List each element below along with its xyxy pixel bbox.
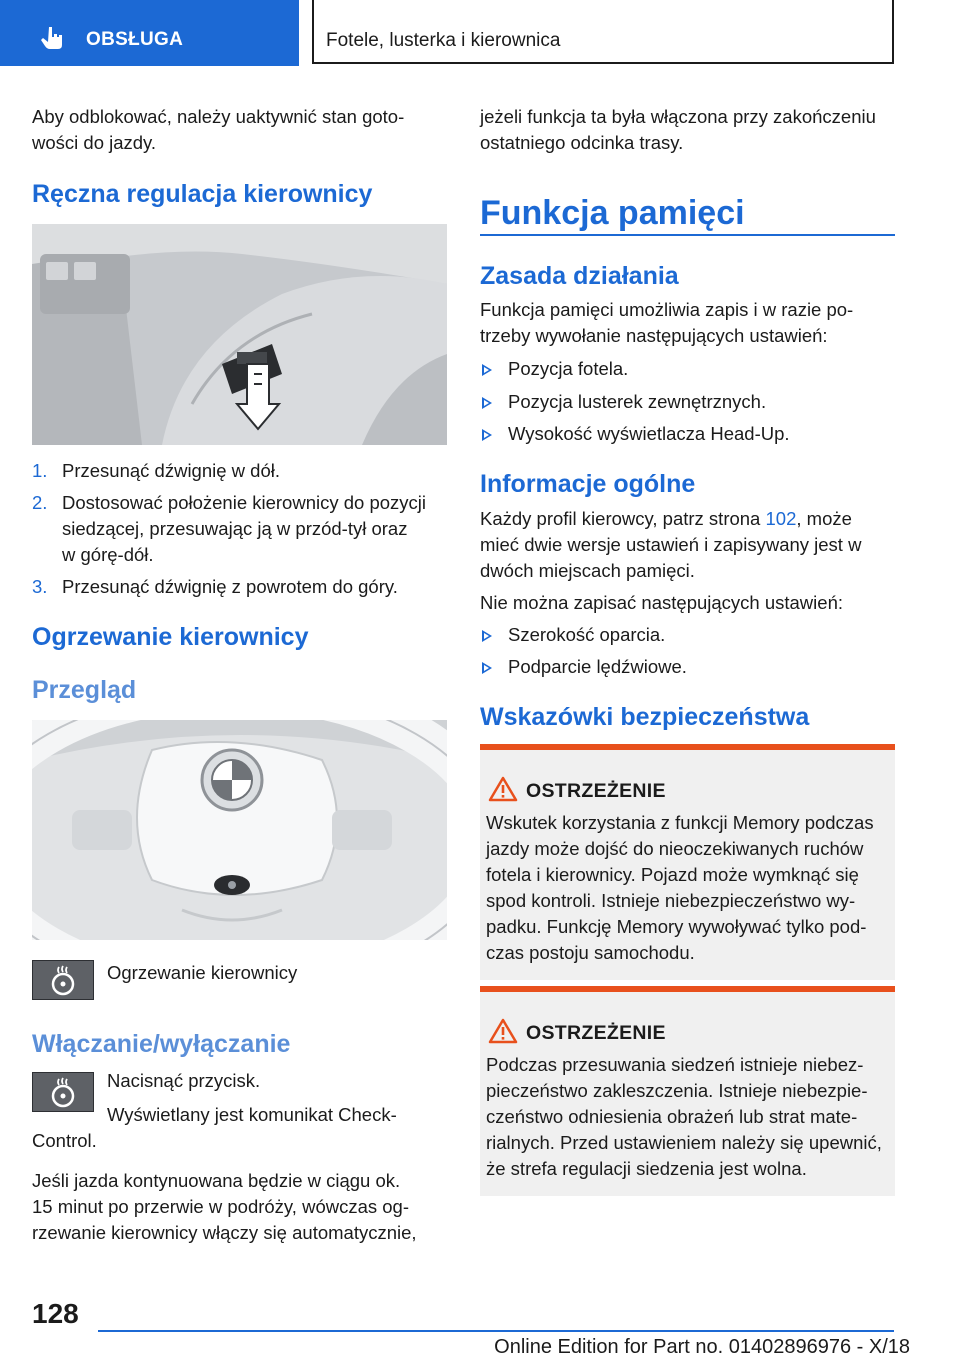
principle-line-2: trzeby wywołanie następujących ustawień: <box>480 325 828 346</box>
edition-note: Online Edition for Part no. 01402896976 - X/18 <box>494 1336 910 1358</box>
continuation-line-1: jeżeli funkcja ta była włączona przy zakończeniu <box>480 106 876 127</box>
cannot-save-line: Nie można zapisać następujących ustawień: <box>480 592 843 613</box>
auto-line-3: rzewanie kierownicy włączy się automatycznie, <box>32 1222 417 1243</box>
section-tab <box>0 0 299 66</box>
heating-button-icon <box>32 960 94 1000</box>
bullet-triangle-icon <box>482 429 492 441</box>
step-number: 2. <box>32 492 48 513</box>
steering-wheel-heat-icon <box>33 961 93 999</box>
intro-line-1: Aby odblokować, należy uaktywnić stan goto- <box>32 106 405 127</box>
chapter-title: Fotele, lusterka i kierownica <box>326 30 561 51</box>
steering-column-image <box>32 224 447 445</box>
warning-line: rialnych. Przed ustawieniem należy się upewnić, <box>486 1132 882 1153</box>
step-text: w górę-dół. <box>62 544 154 565</box>
warning-line: że strefa regulacji siedzenia jest wolna. <box>486 1158 807 1179</box>
warning-line: pieczeństwo zakleszczenia. Istnieje niebezpie- <box>486 1080 868 1101</box>
general-line-1: Każdy profil kierowcy, patrz strona 102, może <box>480 508 852 529</box>
list-item: Pozycja lusterek zewnętrznych. <box>482 389 766 415</box>
warning-line: fotela i kierownicy. Pojazd może wymknąć się <box>486 864 859 885</box>
general-line-2: mieć dwie wersje ustawień i zapisywany jest w <box>480 534 862 555</box>
continuation-line-2: ostatniego odcinka trasy. <box>480 132 684 153</box>
warning-triangle-icon <box>488 1018 518 1044</box>
intro-line-2: wości do jazdy. <box>32 132 157 153</box>
heading-underline <box>480 234 895 236</box>
bullet-triangle-icon <box>482 662 492 674</box>
page-number: 128 <box>32 1298 79 1329</box>
heating-button-icon <box>32 1072 94 1112</box>
warning-box <box>480 744 895 980</box>
warning-line: padku. Funkcję Memory wywoływać tylko pod- <box>486 916 867 937</box>
hand-icon <box>40 25 66 51</box>
list-item: Szerokość oparcia. <box>482 622 665 648</box>
list-item: Podparcie lędźwiowe. <box>482 654 687 680</box>
step-text: Przesunąć dźwignię z powrotem do góry. <box>62 576 398 597</box>
warning-line: Wskutek korzystania z funkcji Memory podczas <box>486 812 874 833</box>
chapter-header <box>312 0 894 64</box>
list-item: Pozycja fotela. <box>482 356 628 382</box>
principle-line-1: Funkcja pamięci umożliwia zapis i w razie po- <box>480 299 854 320</box>
warning-line: czas postoju samochodu. <box>486 942 695 963</box>
warning-line: Podczas przesuwania siedzeń istnieje niebez- <box>486 1054 864 1075</box>
bullet-triangle-icon <box>482 630 492 642</box>
heading-steering-heating: Ogrzewanie kierownicy <box>32 623 309 651</box>
message-line-2: Control. <box>32 1130 97 1151</box>
step-text: Przesunąć dźwignię w dół. <box>62 460 280 481</box>
steering-wheel-illustration <box>32 720 447 940</box>
auto-line-2: 15 minut po przerwie w podróży, wówczas og- <box>32 1196 410 1217</box>
message-line-1: Wyświetlany jest komunikat Check- <box>107 1104 397 1125</box>
heading-principle: Zasada działania <box>480 262 679 290</box>
warning-line: czeństwo odniesienia obrażeń lub strat mate- <box>486 1106 858 1127</box>
step-number: 1. <box>32 460 48 481</box>
heading-manual-adjustment: Ręczna regulacja kierownicy <box>32 180 373 208</box>
heading-memory-function: Funkcja pamięci <box>480 194 745 232</box>
warning-line: jazdy może dojść do nieoczekiwanych ruchów <box>486 838 864 859</box>
warning-box <box>480 986 895 1196</box>
heading-safety-notes: Wskazówki bezpieczeństwa <box>480 703 810 731</box>
heading-general-info: Informacje ogólne <box>480 470 696 498</box>
press-instruction: Nacisnąć przycisk. <box>107 1070 261 1091</box>
bullet-triangle-icon <box>482 364 492 376</box>
list-item: Wysokość wyświetlacza Head-Up. <box>482 421 790 447</box>
warning-title: OSTRZEŻENIE <box>526 1022 666 1044</box>
general-line-3: dwóch miejscach pamięci. <box>480 560 695 581</box>
warning-line: spod kontroli. Istnieje niebezpieczeństwo wy- <box>486 890 856 911</box>
step-text: siedzącej, przesuwając ją w przód-tył oraz <box>62 518 408 539</box>
heading-overview: Przegląd <box>32 676 137 704</box>
steering-column-illustration <box>32 224 447 445</box>
auto-line-1: Jeśli jazda kontynuowana będzie w ciągu ok. <box>32 1170 401 1191</box>
step-number: 3. <box>32 576 48 597</box>
page-reference-link[interactable]: 102 <box>765 508 797 529</box>
step-text: Dostosować położenie kierownicy do pozycji <box>62 492 427 513</box>
heating-label: Ogrzewanie kierownicy <box>107 962 298 983</box>
warning-triangle-icon <box>488 776 518 802</box>
warning-title: OSTRZEŻENIE <box>526 780 666 802</box>
steering-wheel-image <box>32 720 447 940</box>
section-label: OBSŁUGA <box>86 29 184 50</box>
bullet-triangle-icon <box>482 397 492 409</box>
steering-wheel-heat-icon <box>33 1073 93 1111</box>
heading-on-off: Włączanie/wyłączanie <box>32 1030 291 1058</box>
footer-rule <box>98 1330 894 1332</box>
